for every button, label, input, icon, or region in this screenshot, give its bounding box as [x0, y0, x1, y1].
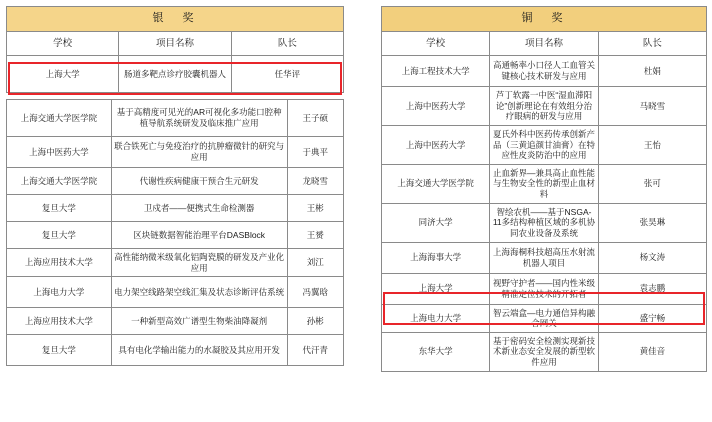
cell-project: 芦丁软露一中医“湿血滞阳论”创新理论在有效组分治疗眼病的研发与应用 — [490, 87, 598, 126]
cell-school: 上海大学 — [7, 56, 119, 93]
cell-project: 一种新型高效广谱型生物柴油降凝剂 — [111, 308, 287, 335]
cell-school: 上海中医药大学 — [382, 125, 490, 164]
cell-leader: 黄佳音 — [598, 332, 706, 371]
header-leader: 队长 — [598, 32, 706, 56]
table-row — [7, 56, 344, 93]
cell-school: 上海交通大学医学院 — [7, 168, 112, 195]
cell-leader: 刘江 — [287, 249, 343, 277]
cell-leader: 杨文涛 — [598, 242, 706, 273]
table-row — [382, 242, 707, 273]
copper-award-table — [381, 6, 707, 372]
cell-leader: 孙彬 — [287, 308, 343, 335]
cell-project: 高通畅率小口径人工血管关键核心技术研发与应用 — [490, 56, 598, 87]
cell-project: 区块链数据智能治理平台DASBlock — [111, 222, 287, 249]
cell-project: 上海海桐科技超高压水射流机器人项目 — [490, 242, 598, 273]
table-row — [382, 304, 707, 332]
cell-school: 上海中医药大学 — [7, 137, 112, 168]
cell-school: 上海交通大学医学院 — [382, 164, 490, 203]
table-row — [7, 335, 344, 366]
table-row — [382, 125, 707, 164]
table-header-row — [382, 32, 707, 56]
cell-leader: 张可 — [598, 164, 706, 203]
cell-leader: 盛宁畅 — [598, 304, 706, 332]
header-project: 项目名称 — [490, 32, 598, 56]
cell-school: 上海中医药大学 — [382, 87, 490, 126]
cell-project: 电力架空线路架空线汇集及状态诊断评估系统 — [111, 277, 287, 308]
cell-leader: 王彬 — [287, 195, 343, 222]
cell-school: 复旦大学 — [7, 335, 112, 366]
cell-leader: 于典平 — [287, 137, 343, 168]
table-row-highlighted — [382, 273, 707, 304]
cell-leader: 王怡 — [598, 125, 706, 164]
table-row — [382, 332, 707, 371]
table-row — [7, 137, 344, 168]
header-school: 学校 — [382, 32, 490, 56]
cell-leader: 冯翼晗 — [287, 277, 343, 308]
cell-project: 基于密码安全检测实现新技术新业态安全发展的新型软件应用 — [490, 332, 598, 371]
copper-award-title: 铜 奖 — [382, 7, 707, 32]
table-row — [382, 164, 707, 203]
table-row — [382, 203, 707, 242]
cell-school: 上海应用技术大学 — [7, 308, 112, 335]
table-title-row — [382, 7, 707, 32]
silver-award-block — [6, 6, 344, 366]
header-leader: 队长 — [231, 32, 343, 56]
cell-project: 代谢性疾病健康干预合生元研发 — [111, 168, 287, 195]
table-row — [7, 249, 344, 277]
cell-school: 上海电力大学 — [382, 304, 490, 332]
cell-school: 上海交通大学医学院 — [7, 100, 112, 137]
table-row — [7, 100, 344, 137]
cell-school: 上海应用技术大学 — [7, 249, 112, 277]
cell-project: 止血新界—兼具高止血性能与生物安全性的新型止血材料 — [490, 164, 598, 203]
cell-project: 卫戍者——便携式生命检测器 — [111, 195, 287, 222]
cell-leader: 张昊琳 — [598, 203, 706, 242]
header-project: 项目名称 — [119, 32, 231, 56]
cell-leader: 杜娟 — [598, 56, 706, 87]
cell-leader: 任华评 — [231, 56, 343, 93]
cell-project: 肠道多靶点诊疗胶囊机器人 — [119, 56, 231, 93]
table-header-row — [7, 32, 344, 56]
cell-project: 夏氏外科中医药传承创新产品（三黄追颜甘油膏）在特应性皮炎防治中的应用 — [490, 125, 598, 164]
cell-school: 上海电力大学 — [7, 277, 112, 308]
cell-leader: 袁志鹏 — [598, 273, 706, 304]
table-row — [382, 87, 707, 126]
cell-leader: 龙晓雪 — [287, 168, 343, 195]
cell-school: 上海工程技术大学 — [382, 56, 490, 87]
cell-project: 联合铁死亡与免疫治疗的抗肿瘤微针的研究与应用 — [111, 137, 287, 168]
silver-award-title: 银 奖 — [7, 7, 344, 32]
header-school: 学校 — [7, 32, 119, 56]
cell-project: 视野守护者——国内性米级精准定位技术的开拓者 — [490, 273, 598, 304]
cell-leader: 马晓雪 — [598, 87, 706, 126]
table-row — [7, 308, 344, 335]
cell-project: 具有电化学输出能力的水凝胶及其应用开发 — [111, 335, 287, 366]
cell-leader: 王赟 — [287, 222, 343, 249]
cell-school: 同济大学 — [382, 203, 490, 242]
cell-project: 基于高精度可见光的AR可视化多功能口腔种植导航系统研发及临床推广应用 — [111, 100, 287, 137]
copper-award-block — [381, 6, 707, 372]
table-title-row — [7, 7, 344, 32]
cell-school: 上海大学 — [382, 273, 490, 304]
cell-school: 上海海事大学 — [382, 242, 490, 273]
silver-award-table-continued — [6, 99, 344, 366]
cell-project: 智云端盒—电力通信异构融合网关 — [490, 304, 598, 332]
cell-school: 东华大学 — [382, 332, 490, 371]
table-row — [7, 195, 344, 222]
cell-leader: 王子硕 — [287, 100, 343, 137]
cell-school: 复旦大学 — [7, 195, 112, 222]
cell-project: 高性能纳微米级氧化铝陶瓷膜的研发及产业化应用 — [111, 249, 287, 277]
cell-leader: 代汗青 — [287, 335, 343, 366]
table-row — [7, 222, 344, 249]
table-row — [7, 277, 344, 308]
cell-school: 复旦大学 — [7, 222, 112, 249]
cell-project: 智绘农机——基于NSGA-11多结构种植区域的多机协同农业设备及系统 — [490, 203, 598, 242]
silver-award-table — [6, 6, 344, 93]
table-row — [7, 168, 344, 195]
table-row — [382, 56, 707, 87]
